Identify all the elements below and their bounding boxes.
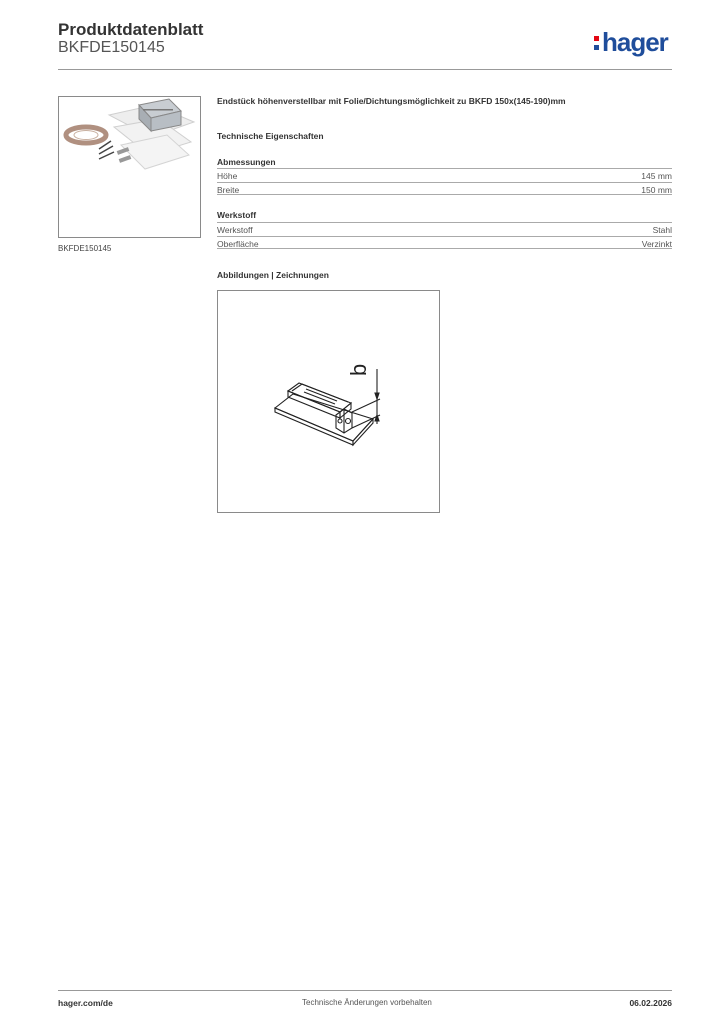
dimension-label: b [346,363,371,376]
product-code: BKFDE150145 [58,39,165,56]
property-label: Breite [217,185,240,195]
property-row [217,182,672,195]
property-row [217,168,672,181]
property-label: Höhe [217,171,238,181]
hager-logo [594,27,668,58]
footer-website: hager.com/de [58,998,113,1008]
document-title: Produktdatenblatt [58,20,204,39]
header-divider [58,69,672,70]
technical-drawing-icon [218,291,439,512]
technical-drawing [217,290,440,513]
property-value: 145 mm [641,171,672,181]
group-heading-dimensions: Abmessungen [217,157,276,167]
photo-caption: BKFDE150145 [58,244,112,253]
footer-divider [58,990,672,991]
property-label: Oberfläche [217,239,259,249]
property-value: Verzinkt [641,239,672,249]
property-value: Stahl [652,225,672,235]
property-row [217,236,672,249]
product-photo-icon [59,97,200,237]
logo-dots-icon [594,36,599,50]
product-photo [58,96,201,238]
technical-properties-heading: Technische Eigenschaften [217,131,324,141]
property-label: Werkstoff [217,225,253,235]
drawings-heading: Abbildungen | Zeichnungen [217,270,329,280]
group-heading-material: Werkstoff [217,210,257,220]
product-description: Endstück höhenverstellbar mit Folie/Dichtungsmöglichkeit zu BKFD 150x(145-190)mm [217,96,566,106]
property-row [217,222,672,235]
property-value: 150 mm [641,185,672,195]
footer-notice: Technische Änderungen vorbehalten [302,998,432,1007]
logo-text: hager [602,27,668,57]
footer-date: 06.02.2026 [629,998,672,1008]
